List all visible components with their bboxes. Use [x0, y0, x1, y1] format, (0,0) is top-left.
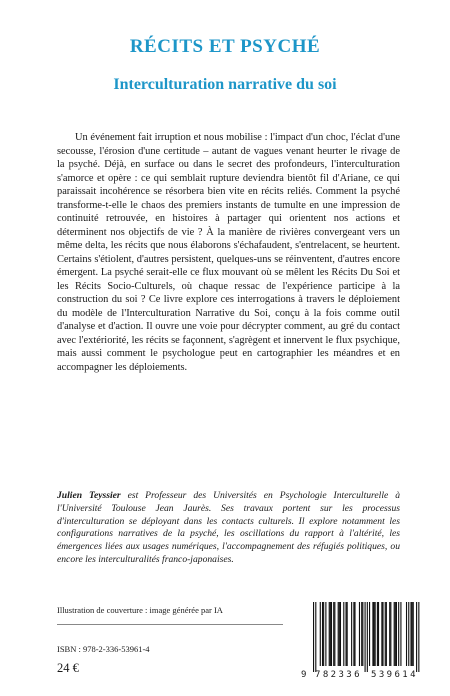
barcode-bar: [398, 602, 399, 666]
barcode-bar: [381, 602, 382, 666]
barcode-bar: [408, 602, 409, 666]
synopsis-text: Un événement fait irruption et nous mobilise : l'impact d'un choc, l'éclat d'une secousse, l'érosion d'une certitude – autant de vagues venant heurter le rivage de la psyché. Déjà, en surface ou dans le secret des profondeurs, l'interculturation s'amorce et opère : ce qui semblait rupture deviendra bientôt fil d'Ariane, ce qui paraissait incohérence se résorbera bien vite en récits reliés. Comment la psyché transforme-t-elle le chaos des premiers instants de tumulte en une impression de continuité retrouvée, en histoires à partager qui orientent nos actions et déterminent nos objectifs de vie ? À la manière de rivières convergeant vers un même delta, les récits que nous élaborons s'échafaudent, s'entrelacent, se heurtent. Certains s'étiolent, d'autres persistent, quelques-uns se réinventent, d'autres encore émergent. La psyché serait-elle ce flux mouvant où se mêlent les Récits Du Soi et les Récits Socio-Culturels, où chaque ressac de l'expérience participe à la construction du soi ? Ce livre explore ces interrogations à travers le déploiement du modèle de l'Interculturation Narrative du Soi, conçu à la fois comme outil d'analyse et d'action. Il ouvre une voie pour décrypter comment, au gré du contact avec l'extériorité, les récits se façonnent, s'agrègent et innervent le flux psychique, mais aussi comment le psychologue peut en cartographier les méandres et en accompagner les déploiements.: [57, 132, 400, 373]
barcode-bar: [395, 602, 396, 666]
barcode-bar: [373, 602, 374, 666]
barcode: [301, 602, 425, 684]
barcode-bar: [385, 602, 386, 666]
barcode-bar: [315, 602, 316, 672]
barcode-bar: [354, 602, 355, 666]
barcode-bar: [378, 602, 379, 666]
barcode-bar: [347, 602, 348, 666]
barcode-bar: [334, 602, 335, 666]
barcode-bar: [351, 602, 352, 666]
barcode-bar: [353, 602, 354, 666]
author-bio-text: est Professeur des Universités en Psychologie Interculturelle à l'Université Toulouse Jean Jaurès. Ses travaux portent sur les processus d'interculturation se déployant dans les contacts culturels. Il explore notamment les configurations narratives de la psyché, les oscillations du rapport à l'altérité, les émergences liées aux usages numériques, l'accompagnement des réfugiés politiques, ou encore les interculturalités franco-japonaises.: [57, 490, 400, 565]
barcode-bar: [339, 602, 340, 666]
barcode-bar: [333, 602, 334, 666]
barcode-bar: [313, 602, 314, 672]
book-subtitle: Interculturation narrative du soi: [113, 76, 337, 93]
barcode-bar: [400, 602, 401, 666]
barcode-bar: [390, 602, 391, 666]
barcode-digits: [301, 670, 425, 684]
barcode-bar: [377, 602, 378, 666]
barcode-bar: [386, 602, 387, 666]
barcode-bar: [320, 602, 321, 666]
barcode-bar: [322, 602, 323, 666]
barcode-bar: [345, 602, 346, 666]
illustration-credit: Illustration de couverture : image générée par IA: [57, 605, 223, 615]
barcode-bar: [375, 602, 376, 666]
barcode-bar: [389, 602, 390, 666]
barcode-bar: [343, 602, 344, 666]
barcode-bar: [410, 602, 411, 666]
barcode-bar: [406, 602, 407, 666]
author-name: Julien Teyssier: [57, 490, 121, 501]
divider: [57, 624, 283, 625]
barcode-bar: [362, 602, 363, 666]
barcode-left-group: 782336: [315, 670, 362, 680]
barcode-bar: [394, 602, 395, 666]
barcode-bar: [331, 602, 332, 666]
barcode-bar: [412, 602, 413, 666]
barcode-bar: [413, 602, 414, 666]
author-bio: [57, 490, 400, 567]
barcode-bar: [369, 602, 370, 666]
barcode-bar: [338, 602, 339, 666]
barcode-bar: [359, 602, 360, 666]
book-title: RÉCITS ET PSYCHÉ: [129, 36, 321, 57]
isbn: ISBN : 978-2-336-53961-4: [57, 644, 150, 654]
barcode-bar: [330, 602, 331, 666]
barcode-bar: [323, 602, 324, 666]
barcode-bar: [372, 602, 373, 666]
barcode-bar: [325, 602, 326, 666]
barcode-bar: [367, 602, 368, 672]
barcode-bar: [329, 602, 330, 666]
barcode-bar: [361, 602, 362, 666]
barcode-bars: [301, 602, 425, 672]
barcode-right-group: 539614: [371, 670, 418, 680]
barcode-bar: [340, 602, 341, 666]
barcode-bar: [416, 602, 417, 672]
barcode-bar: [396, 602, 397, 666]
price: 24 €: [57, 661, 79, 675]
barcode-lead-digit: 9: [301, 670, 307, 680]
barcode-bar: [382, 602, 383, 666]
barcode-bar: [418, 602, 419, 672]
barcode-bar: [365, 602, 366, 672]
